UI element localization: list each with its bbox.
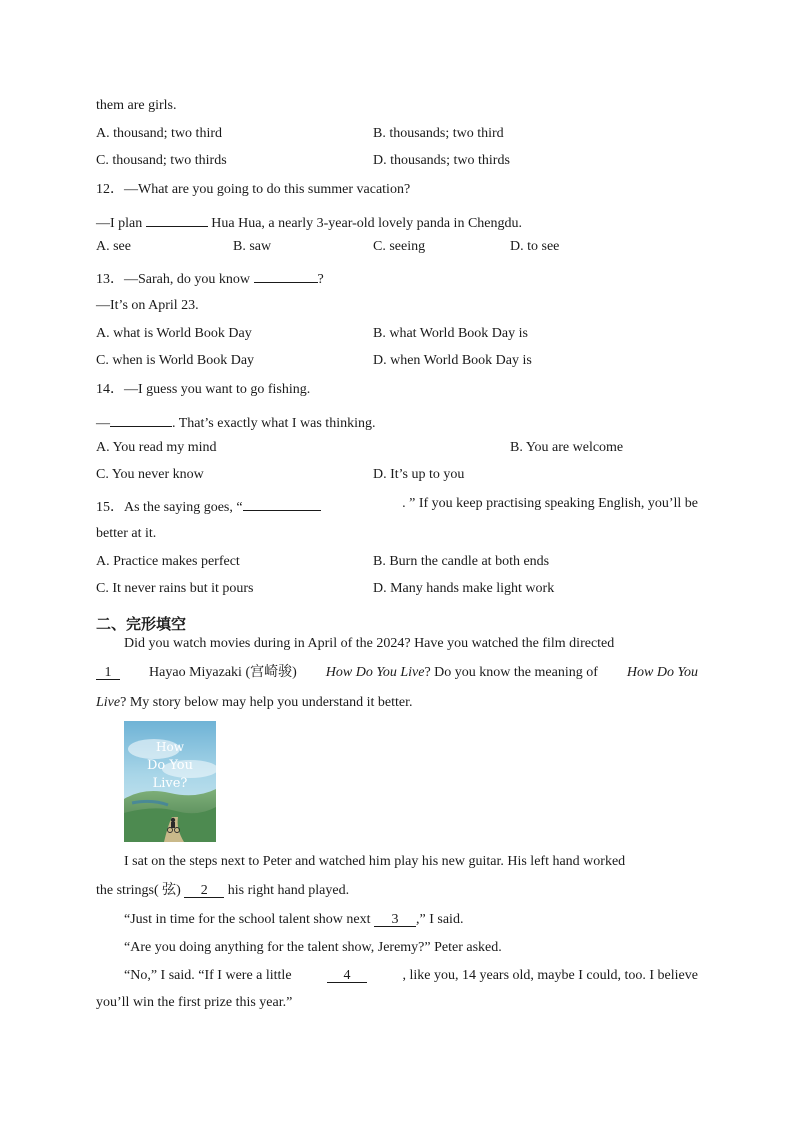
q15-line2: better at it. bbox=[96, 526, 157, 541]
q13-stem-post: ? bbox=[317, 272, 324, 287]
passage-p1-line2-b: ? Do you know the meaning of bbox=[424, 665, 598, 680]
q13-option-a: A. what is World Book Day bbox=[96, 326, 252, 341]
passage-p5-line2: you’ll win the first prize this year.” bbox=[96, 995, 293, 1010]
passage-p1-line3 bbox=[96, 694, 413, 712]
q11-tail: them are girls. bbox=[96, 98, 177, 113]
q12-line2-post: Hua Hua, a nearly 3-year-old lovely panda in Chengdu. bbox=[211, 216, 522, 231]
q12-option-d: D. to see bbox=[510, 239, 560, 254]
cloze-blank-3: 3 bbox=[374, 911, 416, 927]
cloze-blank-2: 2 bbox=[184, 882, 224, 898]
cloze-blank-1: 1 bbox=[96, 664, 120, 680]
film-title-part-b: Live bbox=[96, 695, 121, 710]
passage-p3-post: ,” I said. bbox=[416, 912, 464, 927]
passage-p5-post: , like you, 14 years old, maybe I could, too. I believe bbox=[402, 968, 698, 983]
q13-option-c: C. when is World Book Day bbox=[96, 353, 255, 368]
passage-p3-pre: “Just in time for the school talent show next bbox=[124, 912, 371, 927]
q13-answer-line: —It’s on April 23. bbox=[96, 298, 199, 313]
q13-blank bbox=[254, 267, 318, 283]
poster-title-line-3: Live? bbox=[152, 776, 188, 791]
q13-option-d: D. when World Book Day is bbox=[373, 353, 532, 368]
q14-line2-post: . That’s exactly what I was thinking. bbox=[172, 416, 376, 431]
q14-line2 bbox=[96, 411, 375, 433]
section-heading: 二、完形填空 bbox=[96, 615, 187, 633]
passage-p2-line2-post: his right hand played. bbox=[227, 883, 350, 898]
passage-p4: “Are you doing anything for the talent show, Jeremy?” Peter asked. bbox=[124, 940, 502, 955]
passage-p1-line2 bbox=[96, 664, 698, 682]
movie-poster-image bbox=[124, 721, 216, 842]
q15-option-b: B. Burn the candle at both ends bbox=[373, 554, 550, 569]
q12-line2-pre: —I plan bbox=[96, 216, 143, 231]
q12-blank bbox=[146, 211, 208, 227]
passage-p2-line2 bbox=[96, 882, 349, 900]
passage-p5-pre: “No,” I said. “If I were a little bbox=[124, 968, 292, 983]
q14-option-a: A. You read my mind bbox=[96, 440, 217, 455]
q12-stem: 12．—What are you going to do this summer vacation? bbox=[96, 182, 411, 197]
q11-option-a: A. thousand; two third bbox=[96, 126, 222, 141]
passage-p3 bbox=[124, 911, 463, 929]
q11-option-b: B. thousands; two third bbox=[373, 126, 504, 141]
q14-stem: 14．—I guess you want to go fishing. bbox=[96, 382, 311, 397]
q15-line1-post: . ” If you keep practising speaking English, you’ll be bbox=[402, 496, 698, 511]
q15-blank bbox=[243, 495, 321, 511]
poster-title-line-2: Do You bbox=[146, 758, 194, 773]
q15-option-c: C. It never rains but it pours bbox=[96, 581, 254, 596]
q12-option-a: A. see bbox=[96, 239, 131, 254]
q15-option-d: D. Many hands make light work bbox=[373, 581, 555, 596]
q13-option-b: B. what World Book Day is bbox=[373, 326, 528, 341]
q14-option-d: D. It’s up to you bbox=[373, 467, 465, 482]
q14-option-c: C. You never know bbox=[96, 467, 204, 482]
passage-p1-line1: Did you watch movies during in April of the 2024? Have you watched the film directed bbox=[124, 636, 615, 651]
q12-line2 bbox=[96, 211, 522, 233]
q11-option-c: C. thousand; two thirds bbox=[96, 153, 227, 168]
passage-p2-line1: I sat on the steps next to Peter and watched him play his new guitar. His left hand worked bbox=[124, 854, 626, 869]
passage-p5-line1 bbox=[124, 967, 698, 985]
passage-p1-line2-a: Hayao Miyazaki (宫崎骏) bbox=[149, 665, 297, 680]
q14-line2-pre: — bbox=[96, 416, 110, 431]
q12-option-b: B. saw bbox=[233, 239, 272, 254]
q13-stem-pre: 13．—Sarah, do you know bbox=[96, 272, 250, 287]
q11-option-d: D. thousands; two thirds bbox=[373, 153, 510, 168]
q14-blank bbox=[110, 411, 172, 427]
passage-p2-line2-pre: the strings( 弦) bbox=[96, 883, 181, 898]
q15-option-a: A. Practice makes perfect bbox=[96, 554, 240, 569]
poster-title-line-1: How bbox=[156, 740, 184, 754]
q13-stem bbox=[96, 267, 324, 289]
q12-option-c: C. seeing bbox=[373, 239, 426, 254]
q14-option-b: B. You are welcome bbox=[510, 440, 624, 455]
film-title-part-a: How Do You bbox=[626, 665, 698, 680]
q15-line1 bbox=[96, 495, 698, 517]
film-title: How Do You Live bbox=[325, 665, 425, 680]
passage-p1-line3-rest: ? My story below may help you understand it better. bbox=[120, 695, 413, 710]
cloze-blank-4: 4 bbox=[327, 967, 367, 983]
q15-line1-pre: 15．As the saying goes, “ bbox=[96, 500, 243, 515]
